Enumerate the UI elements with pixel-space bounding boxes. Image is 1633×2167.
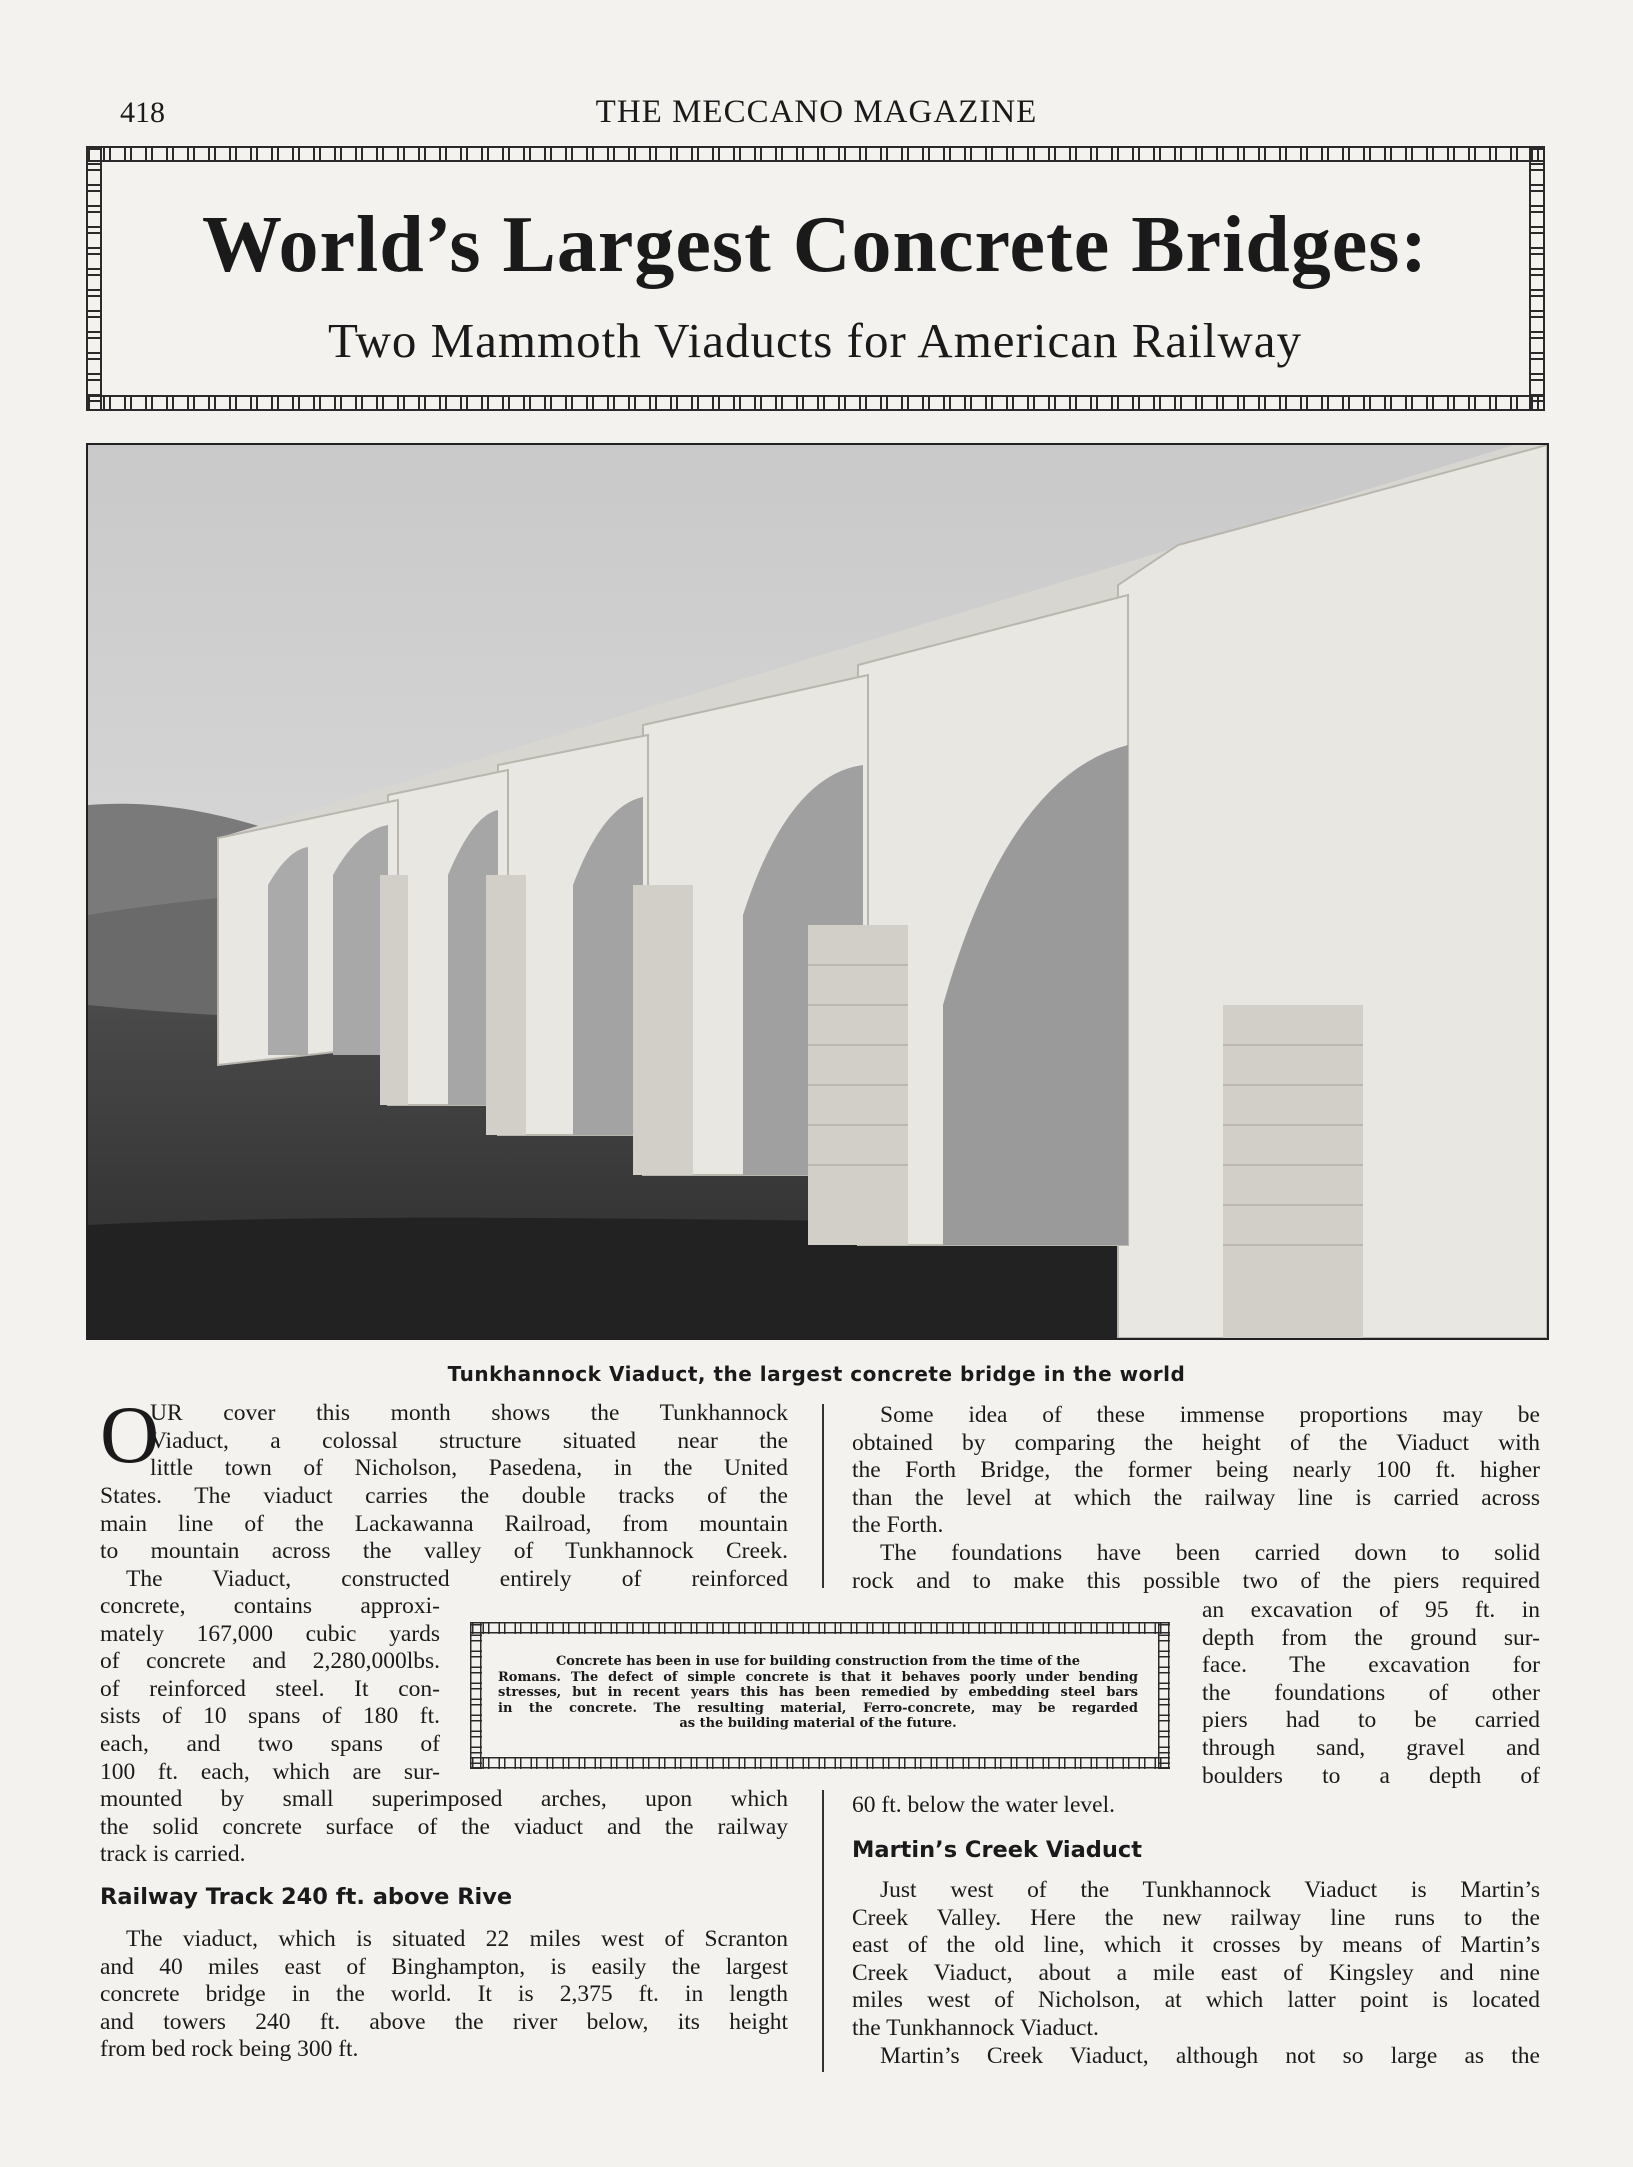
article-headline: World’s Largest Concrete Bridges:: [201, 201, 1429, 289]
text-line: mately 167,000 cubic yards: [100, 1620, 440, 1647]
right-para2-bottom: [852, 1792, 1540, 1820]
left-para1: [100, 1483, 788, 1593]
note-border-top: [470, 1622, 1170, 1634]
text-line: mounted by small superimposed arches, upon which: [100, 1786, 788, 1812]
drop-cap: O: [100, 1389, 160, 1480]
text-line: The foundations have been carried down to solid: [880, 1539, 1540, 1566]
viaduct-photograph: [86, 443, 1549, 1340]
viaduct-illustration: [88, 445, 1547, 1338]
text-line: the Forth Bridge, the former being nearly 100 ft. higher: [852, 1457, 1540, 1484]
text-line: the Tunkhannock Viaduct.: [852, 2014, 1099, 2041]
note-border-right: [1158, 1622, 1170, 1769]
text-line: an excavation of 95 ft. in: [1202, 1597, 1540, 1623]
right-para2-narrow: [1202, 1597, 1540, 1790]
right-para3: [852, 1877, 1540, 2070]
text-line: from bed rock being 300 ft.: [100, 2036, 359, 2063]
column-rule-top: [822, 1404, 824, 1588]
text-line: The Viaduct, constructed entirely of reinforced: [126, 1565, 788, 1592]
left-para2-narrow: [100, 1593, 440, 1786]
boxed-note: [498, 1654, 1138, 1732]
column-rule-bottom: [822, 1790, 824, 2072]
page-number: 418: [120, 96, 165, 129]
text-line: Viaduct, a colossal structure situated near the: [150, 1427, 788, 1454]
text-line: depth from the ground sur-: [1202, 1624, 1540, 1651]
text-line: little town of Nicholson, Pasedena, in the United: [150, 1455, 788, 1481]
text-line: Creek Valley. Here the new railway line runs to the: [852, 1904, 1540, 1931]
text-line: concrete bridge in the world. It is 2,375 ft. in length: [100, 1981, 788, 2008]
text-line: Martin’s Creek Viaduct, although not so large as the: [880, 2042, 1540, 2069]
title-border-top: [86, 146, 1545, 162]
text-line: sists of 10 spans of 180 ft.: [100, 1703, 440, 1730]
text-line: Just west of the Tunkhannock Viaduct is Martin’s: [880, 1877, 1540, 1903]
text-line: of reinforced steel. It con-: [100, 1675, 440, 1702]
text-line: the Forth.: [852, 1512, 944, 1539]
left-para1-indent-b: [150, 1455, 788, 1483]
text-line: track is carried.: [100, 1841, 246, 1868]
text-line: east of the old line, which it crosses by means of Martin’s: [852, 1932, 1540, 1959]
text-line: to mountain across the valley of Tunkhannock Creek.: [100, 1538, 788, 1565]
note-border-bottom: [470, 1757, 1170, 1769]
text-line: The viaduct, which is situated 22 miles west of Scranton: [126, 1926, 788, 1952]
text-line: and 40 miles east of Binghampton, is easily the largest: [100, 1953, 788, 1980]
text-line: each, and two spans of: [100, 1730, 440, 1757]
right-para1: [852, 1402, 1540, 1595]
text-line: the foundations of other: [1202, 1679, 1540, 1706]
text-line: and towers 240 ft. above the river below, its height: [100, 2008, 788, 2035]
note-line: Romans. The defect of simple concrete is that it behaves poorly under bending: [498, 1669, 1138, 1685]
magazine-title: THE MECCANO MAGAZINE: [595, 94, 1038, 130]
text-line: piers had to be carried: [1202, 1707, 1540, 1734]
text-line: Creek Viaduct, about a mile east of Kingsley and nine: [852, 1959, 1540, 1986]
note-line: in the concrete. The resulting material, Ferro-concrete, may be regarded: [498, 1700, 1138, 1716]
subheading-railway-track: Railway Track 240 ft. above Rive: [100, 1884, 513, 1910]
text-line: concrete, contains approxi-: [100, 1593, 440, 1619]
text-line: the solid concrete surface of the viaduct and the railway: [100, 1813, 788, 1840]
text-line: 60 ft. below the water level.: [852, 1792, 1115, 1818]
text-line: main line of the Lackawanna Railroad, from mountain: [100, 1510, 788, 1537]
text-line: UR cover this month shows the Tunkhannock: [150, 1400, 788, 1426]
note-border-left: [470, 1622, 482, 1769]
article-subheadline: Two Mammoth Viaducts for American Railway: [327, 313, 1303, 368]
text-line: boulders to a depth of: [1202, 1762, 1540, 1789]
note-line: Concrete has been in use for building construction from the time of the: [555, 1654, 1081, 1669]
text-line: through sand, gravel and: [1202, 1734, 1540, 1761]
text-line: miles west of Nicholson, at which latter point is located: [852, 1987, 1540, 2014]
note-line: as the building material of the future.: [679, 1716, 957, 1731]
text-line: obtained by comparing the height of the Viaduct with: [852, 1429, 1540, 1456]
left-para3: [100, 1926, 788, 2064]
text-line: States. The viaduct carries the double tracks of the: [100, 1483, 788, 1509]
subheading-martins-creek: Martin’s Creek Viaduct: [852, 1837, 1142, 1863]
left-para2-bottom: [100, 1786, 788, 1869]
text-line: face. The excavation for: [1202, 1652, 1540, 1679]
text-line: rock and to make this possible two of the piers required: [852, 1567, 1540, 1594]
left-para1-indent: [150, 1400, 788, 1455]
text-line: 100 ft. each, which are sur-: [100, 1758, 440, 1785]
text-line: than the level at which the railway line is carried across: [852, 1484, 1540, 1511]
title-border-right: [1529, 146, 1545, 411]
photo-caption: Tunkhannock Viaduct, the largest concrete bridge in the world: [447, 1362, 1186, 1386]
title-border-bottom: [86, 395, 1545, 411]
note-line: stresses, but in recent years this has been remedied by embedding steel bars: [498, 1685, 1138, 1700]
text-line: Some idea of these immense proportions may be: [880, 1402, 1540, 1428]
text-line: of concrete and 2,280,000lbs.: [100, 1648, 440, 1675]
